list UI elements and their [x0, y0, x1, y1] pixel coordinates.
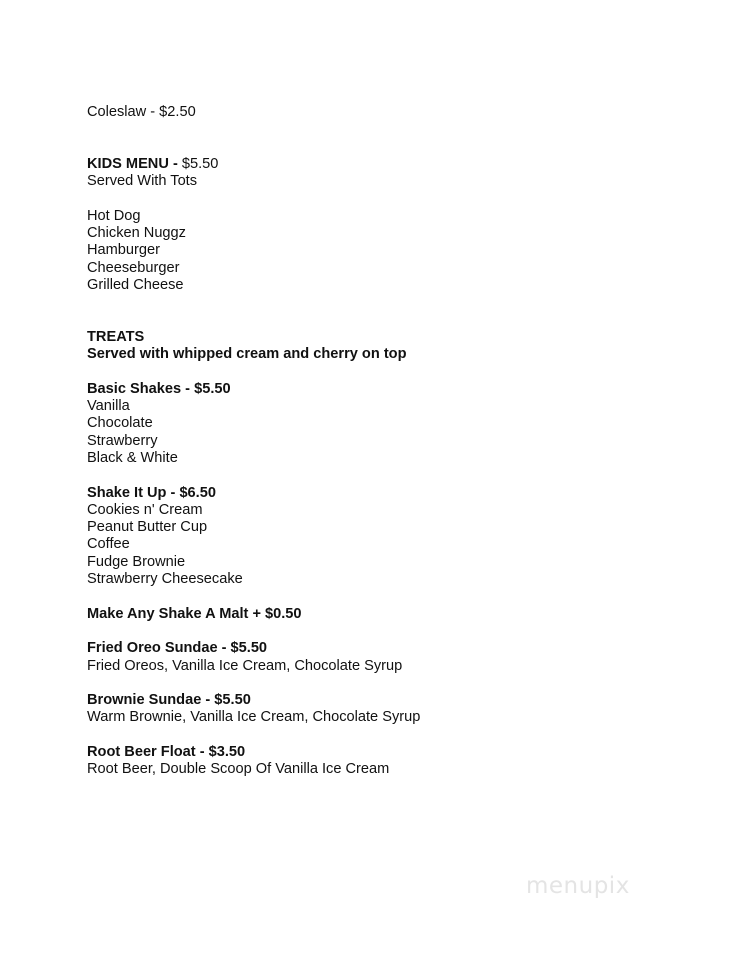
fried-oreo-heading: Fried Oreo Sundae - $5.50: [87, 640, 268, 657]
shake-it-up-item: Cookies n' Cream: [87, 501, 203, 518]
basic-shakes-heading: Basic Shakes - $5.50: [87, 380, 231, 397]
kids-menu-heading: [87, 156, 687, 173]
basic-shake-item: Black & White: [87, 449, 178, 466]
kids-menu-price: $5.50: [181, 155, 219, 172]
treats-heading: TREATS: [87, 328, 145, 345]
basic-shake-item: Chocolate: [87, 415, 153, 432]
kids-item: Hot Dog: [87, 207, 141, 224]
shake-it-up-item: Strawberry Cheesecake: [87, 571, 243, 588]
shake-it-up-item: Peanut Butter Cup: [87, 519, 208, 536]
shake-it-up-heading: Shake It Up - $6.50: [87, 484, 216, 501]
menu-page: [87, 104, 687, 779]
malt-option: Make Any Shake A Malt + $0.50: [87, 605, 302, 622]
menupix-watermark: menupix: [526, 873, 630, 899]
shake-it-up-item: Coffee: [87, 536, 130, 553]
shake-it-up-item: Fudge Brownie: [87, 553, 186, 570]
kids-item: Cheeseburger: [87, 259, 180, 276]
kids-item: Hamburger: [87, 242, 160, 259]
treats-note: Served with whipped cream and cherry on top: [87, 346, 407, 363]
kids-menu-title: KIDS MENU -: [87, 155, 182, 172]
coleslaw-item: Coleslaw - $2.50: [87, 104, 196, 120]
fried-oreo-description: Fried Oreos, Vanilla Ice Cream, Chocolate Syrup: [87, 657, 403, 674]
brownie-sundae-heading: Brownie Sundae - $5.50: [87, 692, 251, 709]
root-beer-float-description: Root Beer, Double Scoop Of Vanilla Ice Cream: [87, 761, 390, 778]
kids-item: Grilled Cheese: [87, 276, 184, 293]
root-beer-float-heading: Root Beer Float - $3.50: [87, 743, 246, 760]
basic-shake-item: Strawberry: [87, 432, 158, 449]
basic-shake-item: Vanilla: [87, 398, 130, 415]
kids-item: Chicken Nuggz: [87, 225, 186, 242]
brownie-sundae-description: Warm Brownie, Vanilla Ice Cream, Chocolate Syrup: [87, 709, 421, 726]
kids-menu-note: Served With Tots: [87, 173, 198, 190]
